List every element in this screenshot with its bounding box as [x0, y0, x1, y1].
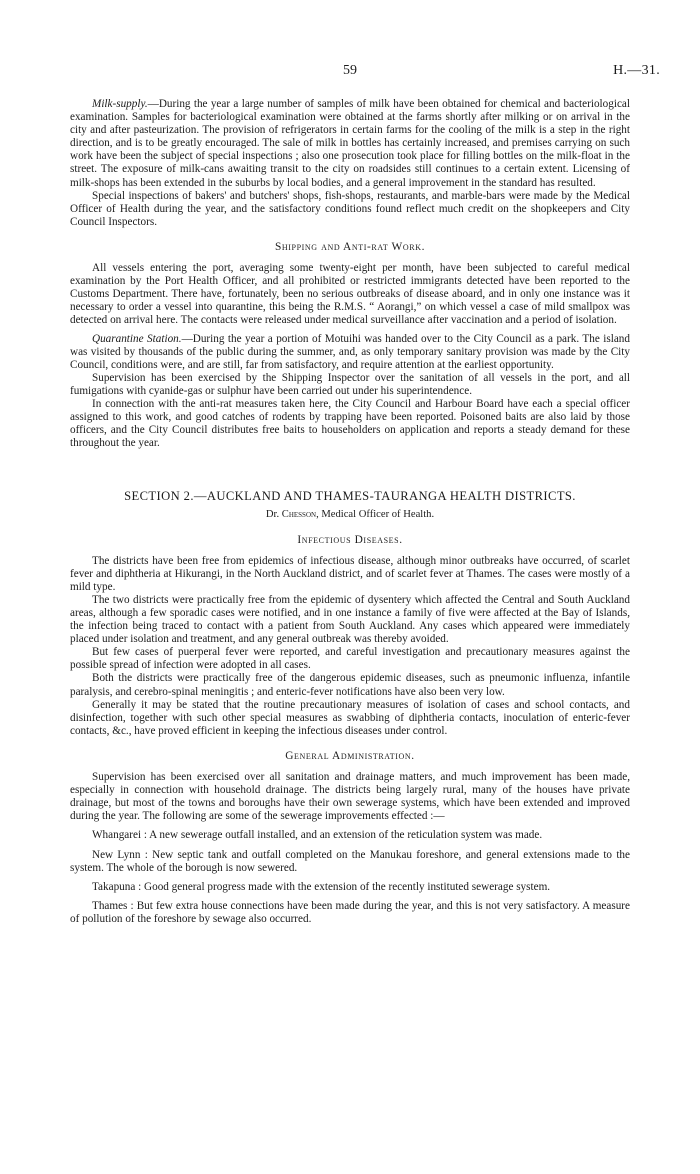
milk-supply-lead: Milk-supply.: [92, 98, 148, 110]
general-heading: General Administration.: [285, 749, 415, 762]
inspections-paragraph: Special inspections of bakers' and butchers' shops, fish-shops, restaurants, and marble-bars were made by the Medical Officer of Health during the year, and the satisfactory conditions found reflect much credit on the shopkeepers and City Council Inspectors.: [70, 189, 630, 228]
milk-supply-paragraph: [70, 98, 630, 190]
thames-paragraph: Thames : But few extra house connections have been made during the year, and this is not very satisfactory. A measure of pollution of the foreshore by sewage also occurred.: [70, 899, 630, 925]
quarantine-lead: Quarantine Station.: [92, 332, 182, 345]
infectious-heading: Infectious Diseases.: [297, 533, 403, 546]
shipping-paragraph: All vessels entering the port, averaging some twenty-eight per month, have been subjected to careful medical examination by the Port Health Officer, and all prohibited or restricted immigrants detected have been reported to the Customs Department. There have, fortunately, been no serious outbreaks of disease aboard, and in only one instance was it necessary to order a vessel into quarantine, this being the R.M.S. “ Aorangi,” on which vessel a case of mild smallpox was detected on arrival here. The contacts were released under medical surveillance after vaccination and a period of isolation.: [70, 262, 630, 327]
report-reference: H.—31.: [613, 63, 660, 78]
quarantine-text: —During the year a portion of Motuihi was handed over to the City Council as a park. The island was visited by thousands of the public during the summer, and, as only temporary sanitary provision was made by the City Council, conditions were, and are still, far from satisfactory, and require attention at the earliest opportunity.: [70, 332, 630, 371]
shipping-inspector-paragraph: Supervision has been exercised by the Shipping Inspector over the sanitation of all vessels in the port, and all fumigations with cyanide-gas or sulphur have been carried out under his superintendence.: [70, 371, 630, 397]
takapuna-paragraph: Takapuna : Good general progress made with the extension of the recently instituted sewerage system.: [92, 880, 551, 893]
general-paragraph-1: Supervision has been exercised over all sanitation and drainage matters, and much improvement has been made, especially in connection with household drainage. The districts being largely rural, many of the houses have private drainage, but most of the towns and boroughs have their own sewerage systems, which have been extended and improved during the year. The following are some of the sewerage improvements effected :—: [70, 771, 630, 823]
officer-suffix: , Medical Officer of Health.: [316, 509, 435, 521]
officer-line: [70, 508, 630, 521]
shipping-heading: Shipping and Anti-rat Work.: [274, 240, 426, 253]
officer-prefix: Dr.: [265, 509, 280, 521]
infectious-paragraph-2: The two districts were practically free from the epidemic of dysentery which affected the Central and South Auckland areas, although a few sporadic cases were notified, and in one instance a family of five were affected at the Bay of Islands, the infection being traced to contact with a patient from South Auckland. Any cases which appeared were immediately placed under isolation and treatment, and any general outbreak was thereby avoided.: [70, 593, 630, 646]
infectious-paragraph-1: The districts have been free from epidemics of infectious disease, although minor outbreaks have occurred, of scarlet fever and diphtheria at Hikurangi, in the North Auckland district, and of scarlet fever at Thames. The cases were mostly of a mild type.: [70, 554, 630, 593]
page-body: [70, 98, 630, 926]
page-number: 59: [343, 63, 357, 78]
new-lynn-paragraph: New Lynn : New septic tank and outfall completed on the Manukau foreshore, and general extensions made to the system. The whole of the borough is now sewered.: [70, 848, 630, 874]
milk-supply-text: —During the year a large number of samples of milk have been obtained for chemical and bacteriological examination. Samples for bacteriological examination were obtained at the farms shortly after milking or on arrival in the city and after pasteurization. The provision of refrigerators in certain farms for the cooling of the milk is a step in the right direction, and is to be greatly encouraged. The sale of milk in bottles has certainly increased, and premises carrying on such work have been the subject of special inspections ; also one prosecution took place for filling bottles on the milk-float in the street. The exposure of milk-cans awaiting transit to the city on roadsides still continues to a certain extent. Licensing of milk-shops has been extended in the suburbs by local bodies, and a general improvement in the standard has resulted.: [70, 98, 630, 189]
infectious-paragraph-3: But few cases of puerperal fever were reported, and careful investigation and precautionary measures against the possible spread of infection were adopted in all cases.: [70, 646, 630, 672]
infectious-paragraph-4: Both the districts were practically free of the dangerous epidemic diseases, such as pneumonic influenza, infantile paralysis, and cerebro-spinal meningitis ; and enteric-fever notifications have also been very low.: [70, 672, 630, 698]
officer-name: Chesson: [281, 509, 317, 521]
section-title: SECTION 2.—AUCKLAND AND THAMES-TAURANGA HEALTH DISTRICTS.: [124, 489, 576, 504]
quarantine-paragraph: [70, 333, 630, 372]
anti-rat-paragraph: In connection with the anti-rat measures taken here, the City Council and Harbour Board have each a special officer assigned to this work, and good catches of rodents by trapping have been reported. Poisoned baits are also laid by those officers, and the City Council distributes free baits to householders on application and reports a steady demand for these throughout the year.: [70, 397, 630, 450]
whangarei-paragraph: Whangarei : A new sewerage outfall installed, and an extension of the reticulation system was made.: [92, 829, 543, 842]
infectious-paragraph-5: Generally it may be stated that the routine precautionary measures of isolation of cases and school contacts, and disinfection, together with such other special measures as swabbing of diphtheria contacts, inoculation of enteric-fever contacts, &c., have proved efficient in keeping the infectious diseases under control.: [70, 698, 630, 737]
